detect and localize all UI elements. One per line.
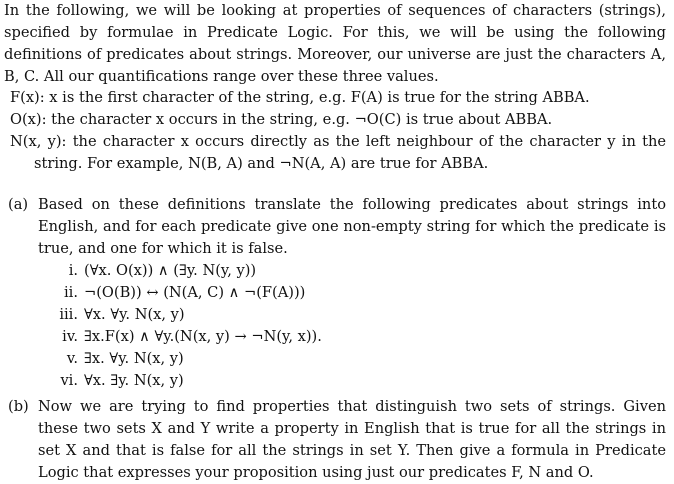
item-formula: ∃x. ∀y. N(x, y) bbox=[84, 350, 184, 367]
intro-paragraph: In the following, we will be looking at properties of sequences of characters (strings), specified by formulae in Predicate Logic. For this, we will be using the following definitions of predicates about strings. Moreover, our universe are just the characters A, B, C. All our quantifications range over these three values. bbox=[4, 2, 666, 85]
question-b-prompt bbox=[8, 396, 666, 484]
item-formula: ¬(O(B)) ↔ (N(A, C) ∧ ¬(F(A))) bbox=[84, 284, 306, 301]
item-number: v. bbox=[66, 350, 78, 367]
item-number: iv. bbox=[62, 328, 78, 345]
item-formula: ∀x. ∃y. N(x, y) bbox=[84, 372, 184, 389]
list-item bbox=[8, 260, 666, 282]
definition-left-neighbour: N(x, y): the character x occurs directly as the left neighbour of the character y in the string. For example, N(B, A) and ¬N(A, A) are true for ABBA. bbox=[10, 133, 666, 172]
question-a-prompt bbox=[8, 194, 666, 260]
predicate-definitions bbox=[10, 87, 666, 175]
question-a-text: Based on these definitions translate the following predicates about strings into English, and for each predicate give one non-empty string for which the predicate is true, and one for which it is false. bbox=[38, 196, 666, 257]
definition-first-character: F(x): x is the first character of the string, e.g. F(A) is true for the string ABBA. bbox=[10, 89, 590, 106]
question-a bbox=[8, 194, 666, 392]
item-formula: (∀x. O(x)) ∧ (∃y. N(y, y)) bbox=[84, 262, 257, 279]
question-b bbox=[8, 396, 666, 484]
list-item bbox=[8, 304, 666, 326]
question-a-items bbox=[8, 260, 666, 392]
list-item bbox=[8, 370, 666, 392]
item-formula: ∃x.F(x) ∧ ∀y.(N(x, y) → ¬N(y, x)). bbox=[84, 328, 322, 345]
list-item bbox=[8, 326, 666, 348]
item-number: i. bbox=[68, 262, 78, 279]
list-item bbox=[8, 348, 666, 370]
list-item bbox=[8, 282, 666, 304]
question-b-tag: (b) bbox=[8, 398, 29, 415]
question-a-tag: (a) bbox=[8, 196, 29, 213]
definition-occurs: O(x): the character x occurs in the string, e.g. ¬O(C) is true about ABBA. bbox=[10, 111, 553, 128]
item-number: iii. bbox=[59, 306, 78, 323]
item-number: ii. bbox=[64, 284, 78, 301]
question-b-text: Now we are trying to find properties that distinguish two sets of strings. Given these two sets X and Y write a property in English that is true for all the strings in set X and that is false for all the strings in set Y. Then give a formula in Predicate Logic that expresses your proposition using just our predicates F, N and O. bbox=[38, 398, 666, 481]
item-formula: ∀x. ∀y. N(x, y) bbox=[84, 306, 185, 323]
item-number: vi. bbox=[60, 372, 78, 389]
